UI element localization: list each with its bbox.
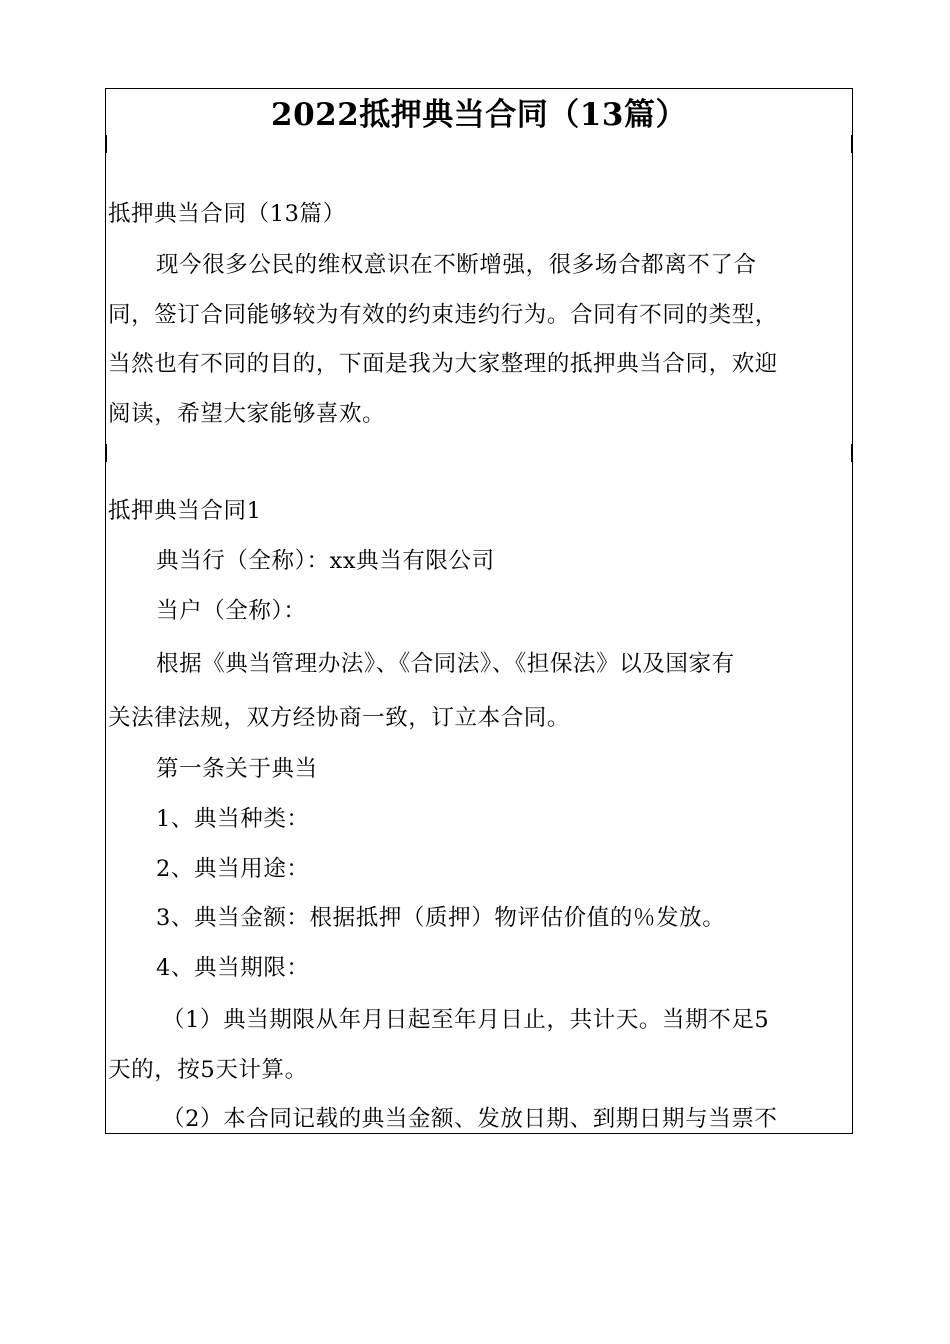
sub-item-1-line-1: （1）典当期限从年月日起至年月日止，共计天。当期不足5 bbox=[162, 1007, 770, 1033]
basis-line-1: 根据《典当管理办法》、《合同法》、《担保法》以及国家有 bbox=[156, 651, 735, 677]
intro-line-2: 同，签订合同能够较为有效的约束违约行为。合同有不同的类型， bbox=[108, 302, 778, 328]
article-1-heading: 第一条关于典当 bbox=[156, 756, 318, 782]
document-title: 2022抵押典当合同（13篇） bbox=[271, 97, 687, 133]
document-subtitle: 抵押典当合同（13篇） bbox=[108, 201, 346, 227]
row-divider-right-2 bbox=[851, 444, 853, 462]
intro-line-1: 现今很多公民的维权意识在不断增强，很多场合都离不了合 bbox=[156, 252, 757, 278]
intro-line-3: 当然也有不同的目的，下面是我为大家整理的抵押典当合同，欢迎 bbox=[108, 351, 778, 377]
list-item-4: 4、典当期限： bbox=[156, 955, 310, 981]
row-divider-right-1 bbox=[851, 135, 853, 153]
document-frame bbox=[105, 88, 853, 1134]
sub-item-1-line-2: 天的，按5天计算。 bbox=[108, 1057, 308, 1083]
list-item-2: 2、典当用途： bbox=[156, 856, 310, 882]
row-divider-left-1 bbox=[105, 135, 107, 153]
pawnshop-line: 典当行（全称）：xx典当有限公司 bbox=[156, 548, 495, 574]
intro-line-4: 阅读，希望大家能够喜欢。 bbox=[108, 401, 386, 427]
sub-item-2-line-1: （2）本合同记载的典当金额、发放日期、到期日期与当票不 bbox=[162, 1106, 778, 1132]
row-divider-left-2 bbox=[105, 444, 107, 462]
section-title: 抵押典当合同1 bbox=[108, 498, 262, 524]
basis-line-2: 关法律法规，双方经协商一致，订立本合同。 bbox=[108, 705, 571, 731]
list-item-1: 1、典当种类： bbox=[156, 806, 310, 832]
pawner-line: 当户（全称）： bbox=[156, 598, 307, 624]
list-item-3: 3、典当金额：根据抵押（质押）物评估价值的％发放。 bbox=[156, 905, 726, 931]
